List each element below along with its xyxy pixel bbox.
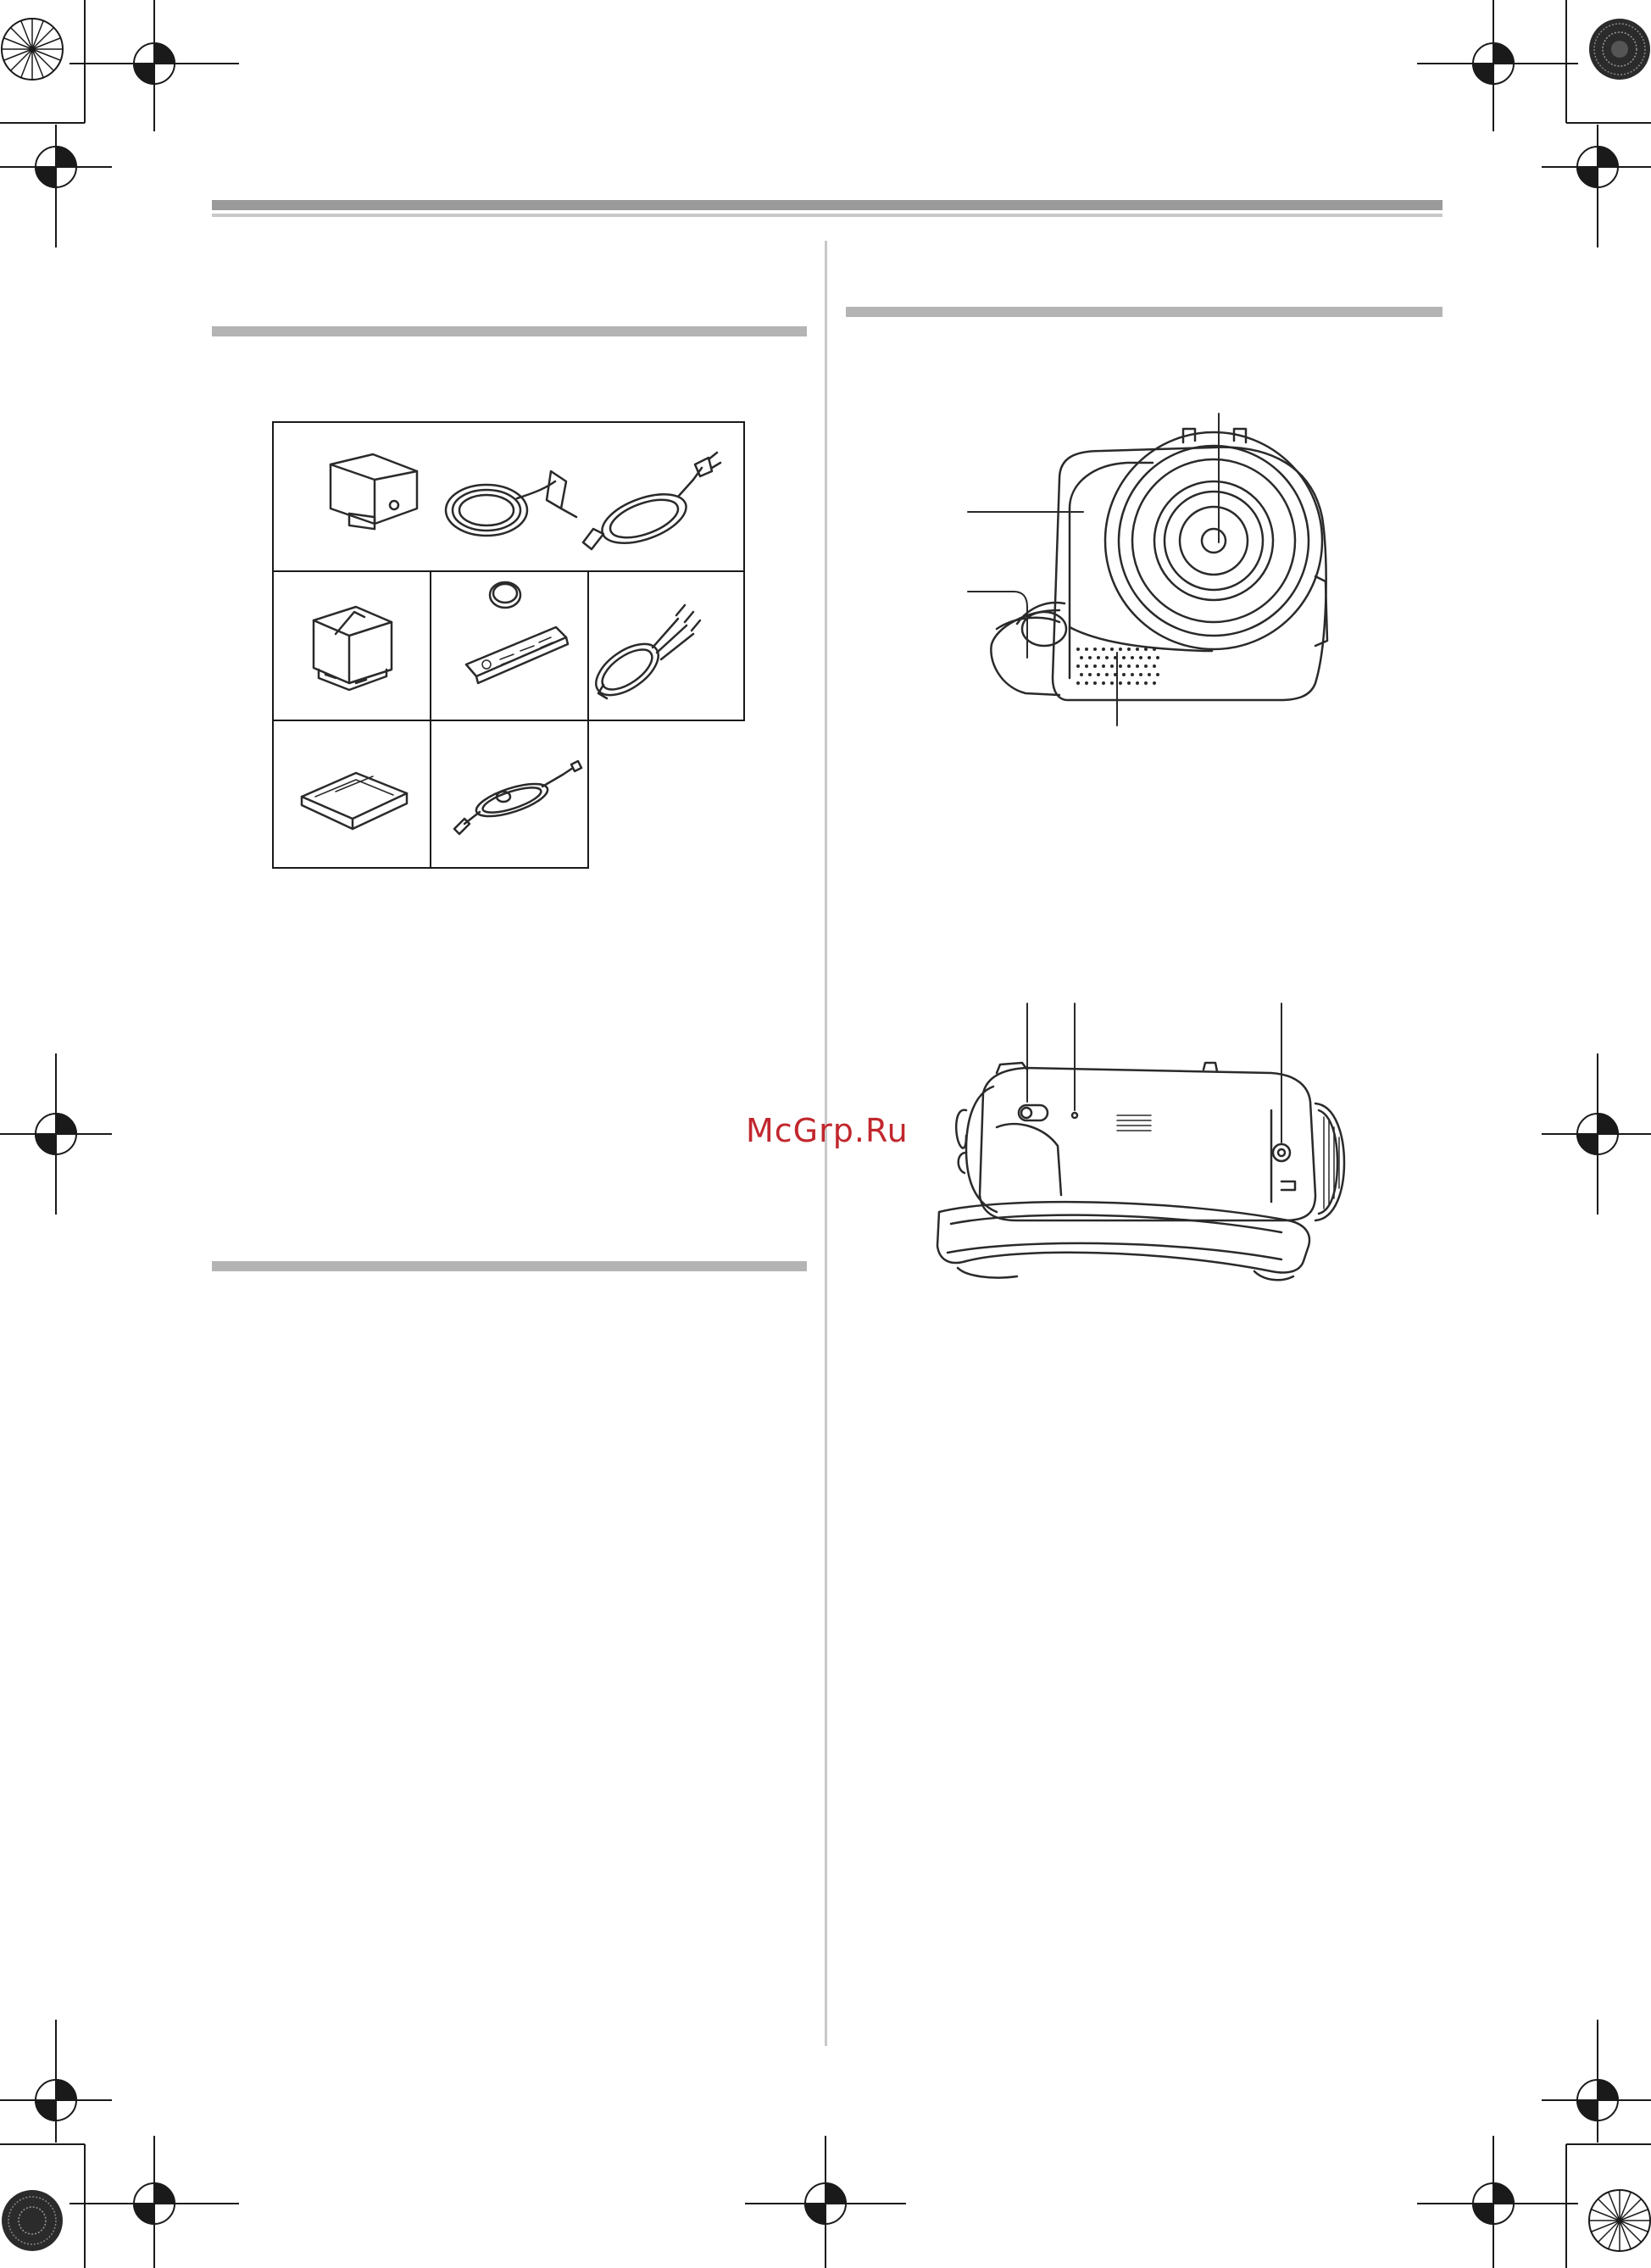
av-cable-icon (587, 605, 700, 705)
registration-target-icon (1542, 2020, 1651, 2143)
registration-target-icon (1542, 1053, 1651, 1215)
color-wheel-icon (1589, 2190, 1650, 2251)
camera-front-view (968, 414, 1327, 725)
registration-target-icon (1542, 125, 1651, 247)
dc-cable-icon (446, 471, 576, 536)
header-bar-underline (212, 214, 1443, 217)
registration-target-icon (1417, 2136, 1578, 2268)
registration-target-icon (0, 125, 112, 247)
registration-target-icon (0, 1053, 112, 1215)
camera-side-view (937, 1003, 1344, 1280)
header-bar (212, 200, 1443, 210)
section-bar-accessories (212, 326, 807, 336)
sd-card-case-icon (302, 773, 407, 829)
battery-pack-icon (314, 607, 392, 690)
registration-target-icon (0, 2020, 112, 2143)
registration-target-icon (1417, 0, 1578, 131)
remote-control-icon (466, 627, 568, 683)
watermark: McGrp.Ru (746, 1112, 909, 1149)
registration-target-icon (69, 2136, 239, 2268)
color-wheel-icon (2, 2190, 63, 2251)
color-wheel-icon (1589, 19, 1650, 80)
section-bar-lower-left (212, 1261, 807, 1271)
registration-target-icon (745, 2136, 906, 2268)
ac-adaptor-icon (331, 454, 417, 529)
usb-cable-icon (454, 761, 581, 834)
registration-target-icon (69, 0, 239, 131)
color-wheel-icon (2, 19, 63, 80)
section-bar-parts (846, 307, 1443, 317)
callout-leader-lines (968, 414, 1219, 725)
button-battery-icon (490, 582, 520, 608)
ac-cable-icon (583, 453, 720, 553)
